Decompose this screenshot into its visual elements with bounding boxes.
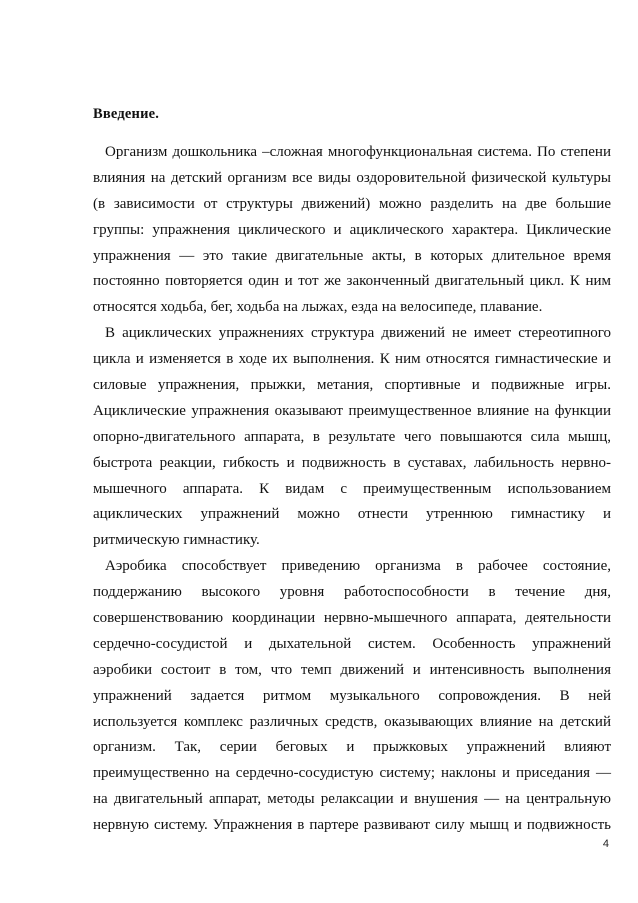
text-line: силовые упражнения, прыжки, метания, спортивные и подвижные игры. <box>93 377 611 394</box>
text-line: преимущественно на сердечно-сосудистую систему; наклоны и приседания — <box>93 765 611 782</box>
text-line: постоянно повторяется один и тот же законченный двигательный цикл. К ним <box>93 273 611 290</box>
text-line: поддержанию высокого уровня работоспособности в течение дня, <box>93 584 611 601</box>
text-line: мышечного аппарата. К видам с преимущественным использованием <box>93 480 611 497</box>
section-heading: Введение. <box>93 106 160 122</box>
text-line: на двигательный аппарат, методы релаксации и внушения — на центральную <box>93 791 611 808</box>
text-line: цикла и изменяется в ходе их выполнения. К ним относятся гимнастические и <box>93 351 611 368</box>
text-line: быстрота реакции, гибкость и подвижность в суставах, лабильность нервно- <box>93 454 611 471</box>
text-line: ритмическую гимнастику. <box>93 532 260 549</box>
text-line: относятся ходьба, бег, ходьба на лыжах, езда на велосипеде, плавание. <box>93 299 543 316</box>
text-line: нервную систему. Упражнения в партере развивают силу мышц и подвижность <box>93 817 611 834</box>
body-text <box>93 140 611 839</box>
page-number: 4 <box>602 838 609 850</box>
text-line: ациклических упражнений можно отнести утреннюю гимнастику и <box>93 506 611 523</box>
text-line: Аэробика способствует приведению организма в рабочее состояние, <box>105 558 611 575</box>
text-line: (в зависимости от структуры движений) можно разделить на две большие <box>93 195 611 212</box>
text-line: упражнений задается ритмом музыкального сопровождения. В ней <box>93 687 611 704</box>
text-line: аэробики состоит в том, что темп движений и интенсивность выполнения <box>93 661 611 678</box>
text-line: используется комплекс различных средств, оказывающих влияние на детский <box>93 713 611 730</box>
text-line: опорно-двигательного аппарата, в результате чего повышаются сила мышц, <box>93 428 611 445</box>
text-line: сердечно-сосудистой и дыхательной систем. Особенность упражнений <box>93 635 611 652</box>
text-line: Организм дошкольника –сложная многофункциональная система. По степени <box>105 144 611 160</box>
text-line: упражнения — это такие двигательные акты, в которых длительное время <box>93 247 611 264</box>
text-line: организм. Так, серии беговых и прыжковых упражнений влияют <box>93 739 611 756</box>
text-line: Ациклические упражнения оказывают преимущественное влияние на функции <box>93 402 611 419</box>
text-line: В ациклических упражнениях структура движений не имеет стереотипного <box>105 325 611 342</box>
text-line: группы: упражнения циклического и ациклического характера. Циклические <box>93 221 611 238</box>
text-line: совершенствованию координации нервно-мышечного аппарата, деятельности <box>93 610 611 627</box>
text-line: влияния на детский организм все виды оздоровительной физической культуры <box>93 169 611 186</box>
